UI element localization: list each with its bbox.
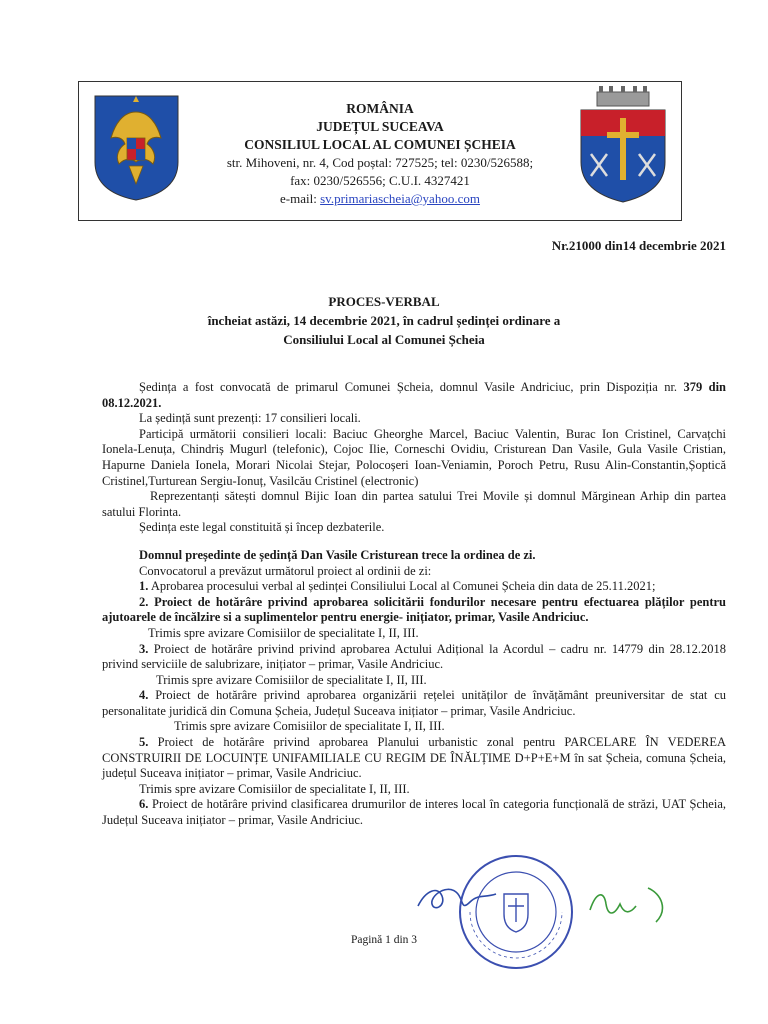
title-line-3: Consiliului Local al Comunei Șcheia <box>283 332 485 347</box>
agenda-item: 4. Proiect de hotărâre privind aprobarea organizării rețelei unităților de învățământ preuniversitar de stat cu personalitate juridică din Comuna Șcheia, Județul Suceava inițiator – primar, Vasile Andriciuc. <box>102 688 726 718</box>
council-name: CONSILIUL LOCAL AL COMUNEI ȘCHEIA <box>244 137 516 152</box>
committee-note: Trimis spre avizare Comisiilor de specialitate I, II, III. <box>156 672 427 687</box>
councillors-paragraph: Participă următorii consilieri locali: Baciuc Gheorghe Marcel, Baciuc Valentin, Burac Ion Cristinel, Carvațchi Ionela-Lenuța, Chindriș Mugurl (telefonic), Cojoc Ilie, Corneschi Ovidiu, Cristurean Dan Vasile, Gula Vasile Cristian, Hapurne Daniela Ionela, Morari Nicolai Stejar, Polocoșeri Ioan-Veniamin, Poroch Petru, Rusu Alin-Constantin,Șoptică Cristinel,Turturean Sergiu-Ionuț, Vasilcău Cristinel (electronic) <box>102 426 726 488</box>
county-name: JUDEȚUL SUCEAVA <box>316 119 444 134</box>
representatives-paragraph: Reprezentanți sătești domnul Bijic Ioan din partea satului Trei Movile și domnul Mărginean Arhip din partea satului Florinta. <box>102 489 726 519</box>
agenda-item: 6. Proiect de hotărâre privind clasificarea drumurilor de interes local în categoria funcțională de străzi, UAT Șcheia, Județul Suceava inițiator – primar, Vasile Andriciuc. <box>102 797 727 828</box>
address-line: str. Mihoveni, nr. 4, Cod poștal: 727525; tel: 0230/526588; <box>226 155 534 170</box>
romania-coat-of-arms-icon <box>89 92 184 202</box>
email-link[interactable]: sv.primariascheia@yahoo.com <box>320 191 480 206</box>
committee-note: Trimis spre avizare Comisiilor de specialitate I, II, III. <box>139 781 410 796</box>
title-line-2: încheiat astăzi, 14 decembrie 2021, în cadrul ședinței ordinare a <box>207 313 561 328</box>
letterhead <box>78 81 682 221</box>
agenda-item: 5. Proiect de hotărâre privind aprobarea Planului urbanistic zonal pentru PARCELARE ÎN VEDEREA CONSTRUIRII DE LOCUINȚE UNIFAMILIALE CU REGIM DE ÎNĂLȚIME D+P+E+M în sat Șcheia, comuna Șcheia, județul Suceava inițiator – primar, Vasile Andriciuc. <box>102 735 727 781</box>
document-number: Nr.21000 din14 decembrie 2021 <box>551 238 726 253</box>
page-footer: Pagină 1 din 3 <box>350 934 418 946</box>
convocation-paragraph <box>102 380 726 411</box>
committee-note: Trimis spre avizare Comisiilor de specialitate I, II, III. <box>148 625 419 640</box>
document-body <box>102 380 726 829</box>
email-label: e-mail: <box>280 191 321 206</box>
attendance-paragraph: La ședință sunt prezenți: 17 consilieri locali. <box>139 411 361 426</box>
committee-note: Trimis spre avizare Comisiilor de specialitate I, II, III. <box>174 719 445 734</box>
convocation-text: Ședința a fost convocată de primarul Comunei Șcheia, domnul Vasile Andriciuc, prin Dispoziția nr. <box>139 380 684 394</box>
email-line <box>189 190 571 208</box>
agenda-item: 2. Proiect de hotărâre privind aprobarea solicitării fondurilor necesare pentru efectuarea plăților pentru ajutoarele de încălzire si a suplimentelor pentru energie- inițiator, primar, Vasile Andriciuc. <box>102 594 726 625</box>
title-line-1: PROCES-VERBAL <box>328 294 440 309</box>
fax-line: fax: 0230/526556; C.U.I. 4327421 <box>290 173 470 188</box>
agenda-item: 1. Aprobarea procesului verbal al ședinței Consiliului Local al Comunei Șcheia din data de 25.11.2021; <box>139 579 656 594</box>
agenda-intro: Convocatorul a prevăzut următorul proiect al ordinii de zi: <box>139 563 432 578</box>
official-stamp <box>456 852 576 972</box>
country-name: ROMÂNIA <box>346 101 414 116</box>
document-title <box>0 292 768 349</box>
disposition-ref: 379 din 08.12.2021. <box>102 380 726 410</box>
scheia-coat-of-arms-icon <box>577 84 669 204</box>
quorum-paragraph: Ședința este legal constituită și încep dezbaterile. <box>139 520 385 535</box>
signature-right <box>584 880 674 928</box>
agenda-intro-heading: Domnul președinte de ședință Dan Vasile Cristurean trece la ordinea de zi. <box>139 547 536 562</box>
agenda-item: 3. Proiect de hotărâre privind privind aprobarea Actului Adițional la Acordul – cadru nr. 14779 din 28.12.2018 privind serviciile de salubrizare, inițiator – primar, Vasile Andriciuc. <box>102 641 727 672</box>
